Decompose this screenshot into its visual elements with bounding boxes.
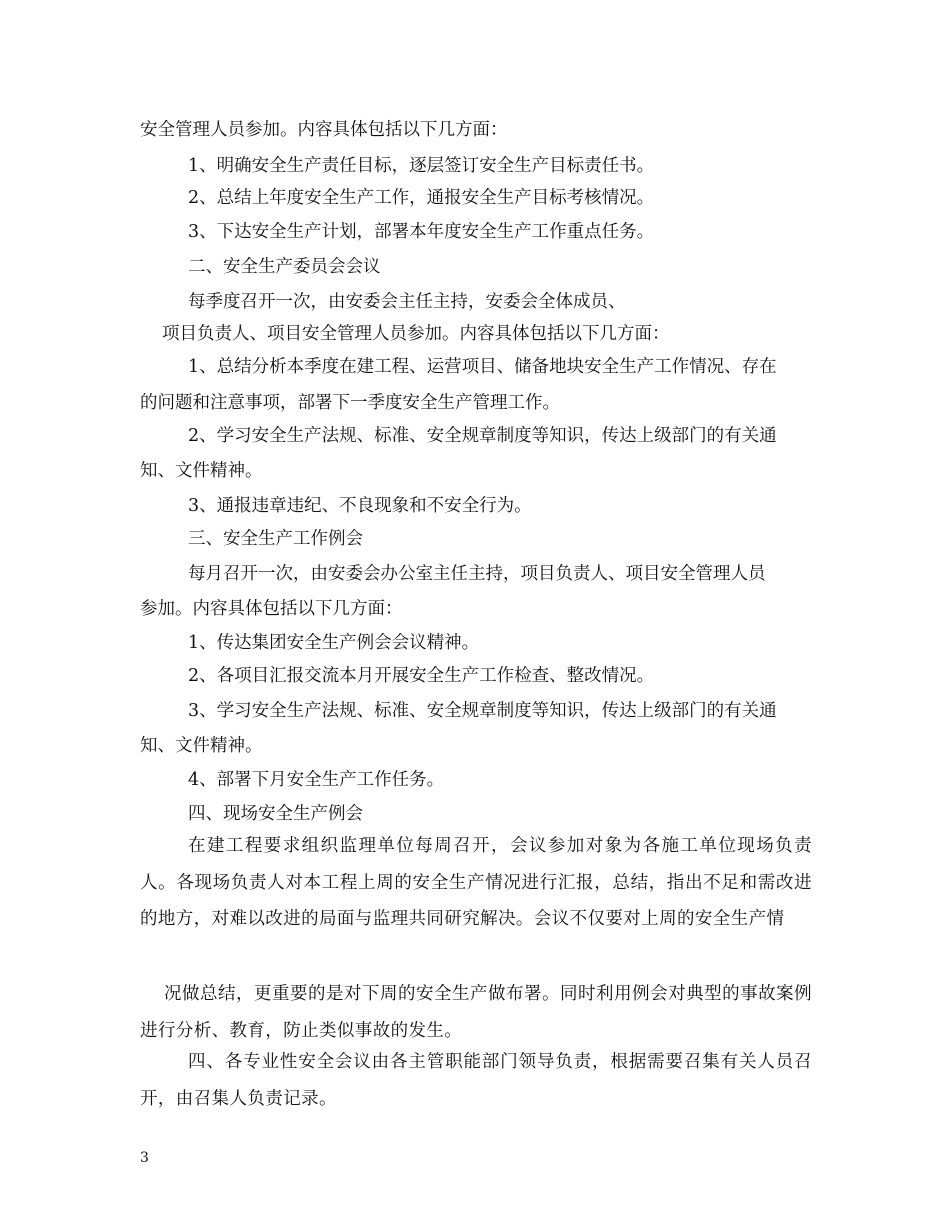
text-line-12: 3、通报违章违纪、不良现象和不安全行为。 [188,496,532,516]
text-line-14: 每月召开一次，由安委会办公室主任主持，项目负责人、项目安全管理人员 [188,564,766,584]
text-line-11: 知、文件精神。 [140,461,263,481]
text-line-20: 4、部署下月安全生产工作任务。 [188,770,445,790]
text-line-3: 2、总结上年度安全生产工作，通报安全生产目标考核情况。 [188,188,655,208]
text-line-4: 3、下达安全生产计划，部署本年度安全生产工作重点任务。 [188,222,655,242]
text-line-6: 每季度召开一次，由安委会主任主持，安委会全体成员、 [188,292,626,312]
text-line-16: 1、传达集团安全生产例会会议精神。 [188,633,480,653]
section-heading-2: 二、安全生产委员会会议 [188,257,381,277]
text-line-8: 1、总结分析本季度在建工程、运营项目、储备地块安全生产工作情况、存在 [188,357,777,377]
paragraph-special-meeting: 四、各专业性安全会议由各主管职能部门领导负责，根据需要召集有关人员召开，由召集人负责记录。 [140,1052,812,1109]
section-heading-4: 四、现场安全生产例会 [188,804,363,824]
text-line-18: 3、学习安全生产法规、标准、安全规章制度等知识，传达上级部门的有关通 [188,701,777,721]
text-line-7: 项目负责人、项目安全管理人员参加。内容具体包括以下几方面： [162,324,670,344]
text-line-2: 1、明确安全生产责任目标，逐层签订安全生产目标责任书。 [188,156,655,176]
text-line-15: 参加。内容具体包括以下几方面： [140,599,403,619]
text-line-19: 知、文件精神。 [140,736,263,756]
page-number: 3 [140,1150,149,1166]
text-line-1: 安全管理人员参加。内容具体包括以下几方面： [140,120,508,140]
section-heading-3: 三、安全生产工作例会 [188,529,363,549]
text-line-17: 2、各项目汇报交流本月开展安全生产工作检查、整改情况。 [188,666,655,686]
text-line-10: 2、学习安全生产法规、标准、安全规章制度等知识，传达上级部门的有关通 [188,426,777,446]
paragraph-site-meeting: 在建工程要求组织监理单位每周召开，会议参加对象为各施工单位现场负责人。各现场负责人对本工程上周的安全生产情况进行汇报，总结，指出不足和需改进的地方，对难以改进的局面与监理共同研究解决。会议不仅要对上周的安全生产情 [140,836,812,929]
text-line-9: 的问题和注意事项，部署下一季度安全生产管理工作。 [140,393,560,413]
paragraph-site-meeting-continued: 况做总结，更重要的是对下周的安全生产做布署。同时利用例会对典型的事故案例进行分析、教育，防止类似事故的发生。 [140,984,812,1041]
